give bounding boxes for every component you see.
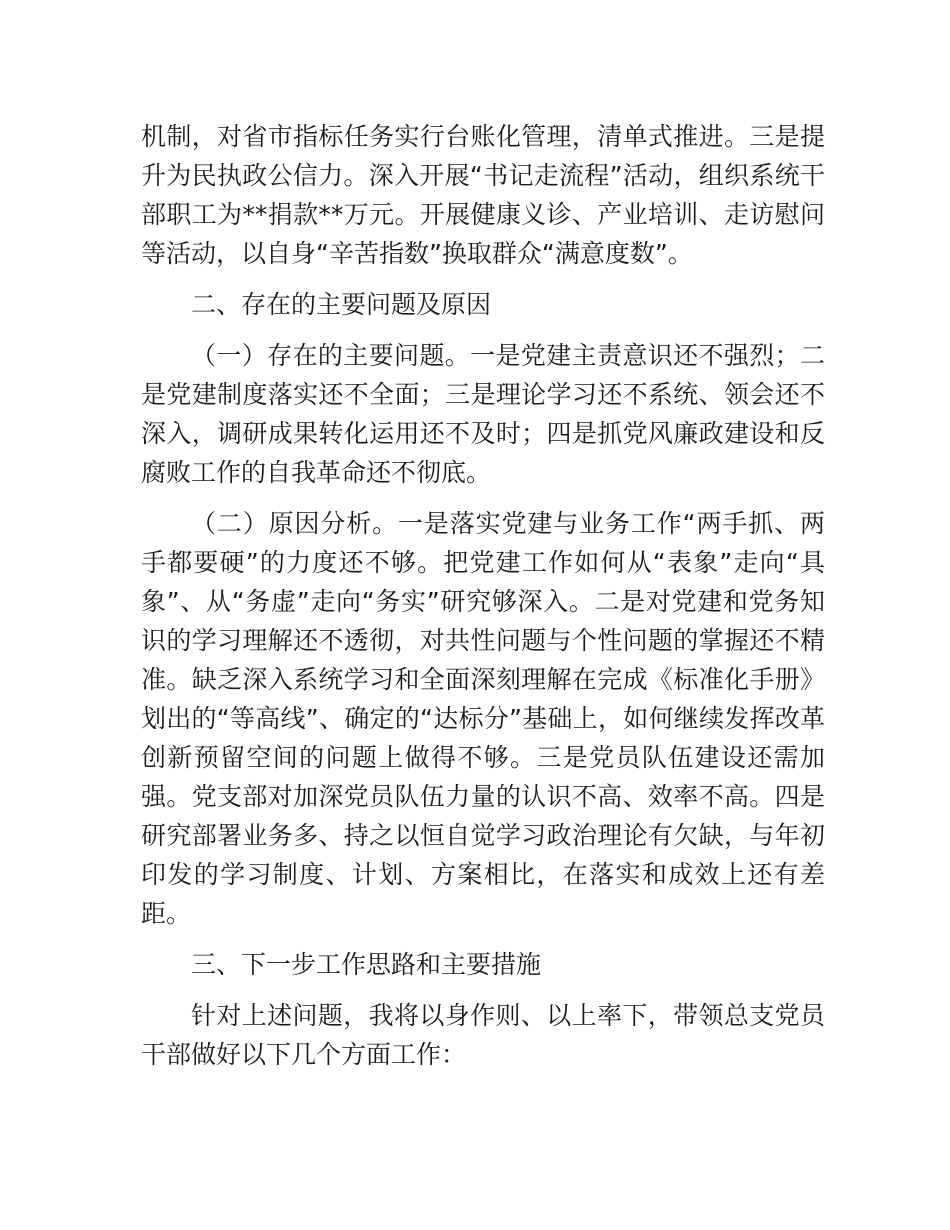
section-heading-3: 三、下一步工作思路和主要措施 [191,950,542,979]
paragraph-main-problems: （一）存在的主要问题。一是党建主责意识还不强烈；二是党建制度落实还不全面；三是理论学习还不系统、领会还不深入，调研成果转化运用还不及时；四是抓党风廉政建设和反腐败工作的自我革命还不彻底。 [141,341,825,487]
paragraph-continuation: 机制，对省市指标任务实行台账化管理，清单式推进。三是提升为民执政公信力。深入开展“书记走流程”活动，组织系统干部职工为**捐款**万元。开展健康义诊、产业培训、走访慰问等活动，以自身“辛苦指数”换取群众“满意度数”。 [141,122,825,268]
document-body [141,117,825,1086]
paragraph-cause-analysis: （二）原因分析。一是落实党建与业务工作“两手抓、两手都要硬”的力度还不够。把党建工作如何从“表象”走向“具象”、从“务虚”走向“务实”研究够深入。二是对党建和党务知识的学习理解还不透彻，对共性问题与个性问题的掌握还不精准。缺乏深入系统学习和全面深刻理解在完成《标准化手册》划出的“等高线”、确定的“达标分”基础上，如何继续发挥改革创新预留空间的问题上做得不够。三是党员队伍建设还需加强。党支部对加深党员队伍力量的认识不高、效率不高。四是研究部署业务多、持之以恒自觉学习政治理论有欠缺，与年初印发的学习制度、计划、方案相比，在落实和成效上还有差距。 [141,509,825,928]
section-heading-2: 二、存在的主要问题及原因 [191,290,492,319]
paragraph-next-steps: 针对上述问题，我将以身作则、以上率下，带领总支党员干部做好以下几个方面工作： [141,1001,825,1069]
